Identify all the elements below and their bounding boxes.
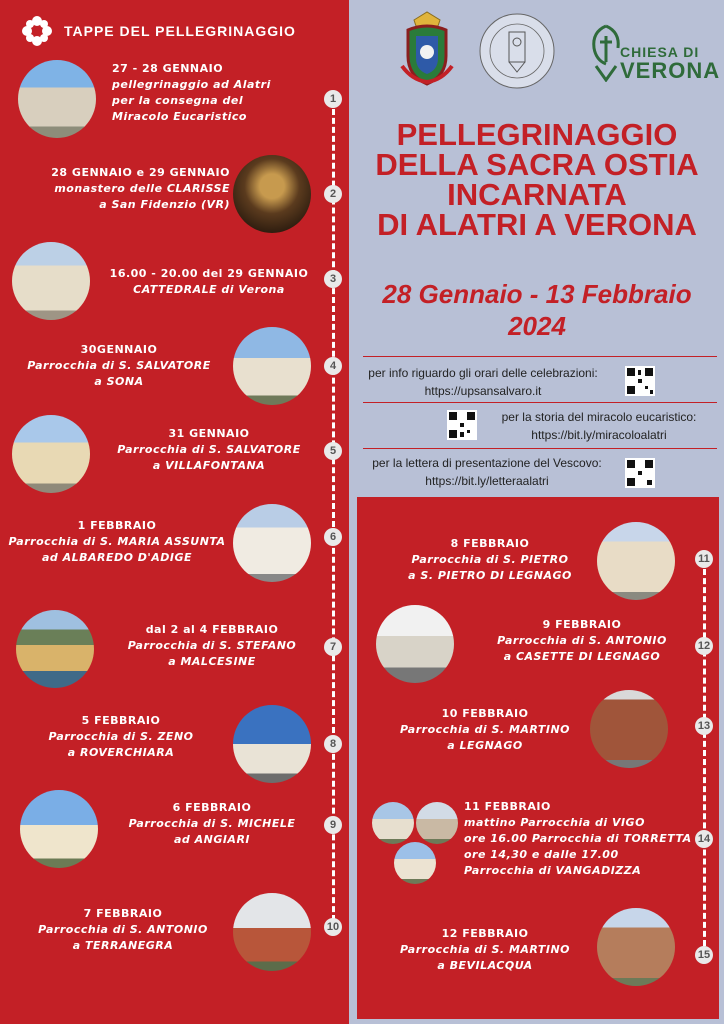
church-photo bbox=[233, 504, 311, 582]
church-photo bbox=[416, 802, 458, 844]
stop-place: Parrocchia di S. PIETRO bbox=[411, 553, 569, 566]
stop-place: a San Fidenzio (VR) bbox=[99, 198, 230, 211]
flower-icon bbox=[20, 14, 54, 48]
stop-place: a LEGNAGO bbox=[447, 739, 523, 752]
stop-place: Parrocchia di VANGADIZZA bbox=[464, 864, 642, 877]
church-photo bbox=[597, 908, 675, 986]
stop-place: a BEVILACQUA bbox=[437, 959, 533, 972]
church-photo bbox=[12, 415, 90, 493]
stop-date: 8 FEBBRAIO bbox=[450, 537, 530, 550]
church-photo bbox=[18, 60, 96, 138]
page-title bbox=[356, 117, 718, 242]
stop-number: 11 bbox=[695, 550, 713, 568]
church-photo bbox=[233, 893, 311, 971]
stop-number: 9 bbox=[324, 816, 342, 834]
stop-place: a SONA bbox=[94, 375, 144, 388]
stop-number: 13 bbox=[695, 717, 713, 735]
stop-date: 6 FEBBRAIO bbox=[172, 801, 252, 814]
church-photo bbox=[394, 842, 436, 884]
title-line-2: DELLA SACRA OSTIA bbox=[375, 147, 699, 182]
stop-place: a MALCESINE bbox=[168, 655, 256, 668]
divider bbox=[363, 402, 717, 403]
stop-date: 31 GENNAIO bbox=[168, 427, 250, 440]
stop-place: Parrocchia di S. MARTINO bbox=[399, 723, 571, 736]
stop-place: per la consegna del bbox=[112, 94, 244, 107]
stop-place: a ROVERCHIARA bbox=[67, 746, 175, 759]
stop-place: monastero delle CLARISSE bbox=[54, 182, 230, 195]
stop-11 bbox=[390, 536, 590, 584]
stop-number: 3 bbox=[324, 270, 342, 288]
stop-date: 9 FEBBRAIO bbox=[542, 618, 622, 631]
stop-place: Parrocchia di S. ANTONIO bbox=[38, 923, 208, 936]
stop-place: Parrocchia di S. ZENO bbox=[48, 730, 194, 743]
stop-place: a CASETTE DI LEGNAGO bbox=[503, 650, 661, 663]
stop-8 bbox=[10, 713, 232, 761]
stop-number: 1 bbox=[324, 90, 342, 108]
seal-logo bbox=[478, 12, 556, 90]
stop-date: 11 FEBBRAIO bbox=[464, 800, 551, 813]
section-header bbox=[20, 14, 296, 48]
stop-place: Parrocchia di S. MARIA ASSUNTA bbox=[8, 535, 226, 548]
stop-10 bbox=[12, 906, 234, 954]
info-block-1 bbox=[358, 364, 608, 400]
qr-code-icon[interactable] bbox=[447, 410, 477, 440]
stop-place: ore 16.00 Parrocchia di TORRETTA bbox=[464, 832, 692, 845]
stop-date: dal 2 al 4 FEBBRAIO bbox=[145, 623, 279, 636]
church-photo bbox=[372, 802, 414, 844]
stop-place: ad ALBAREDO D'ADIGE bbox=[41, 551, 193, 564]
date-range-text: 28 Gennaio - 13 Febbraio bbox=[382, 279, 692, 309]
stop-date: 12 FEBBRAIO bbox=[441, 927, 529, 940]
stop-place: pellegrinaggio ad Alatri bbox=[112, 78, 271, 91]
chiesa-di-label: CHIESA DI bbox=[620, 44, 700, 60]
stop-13 bbox=[380, 706, 590, 754]
church-photo bbox=[597, 522, 675, 600]
stop-number: 7 bbox=[324, 638, 342, 656]
info-3-url[interactable]: https://bit.ly/letteraalatri bbox=[425, 474, 549, 488]
stop-place: Parrocchia di S. SALVATORE bbox=[117, 443, 301, 456]
stop-number: 2 bbox=[324, 185, 342, 203]
stop-place: Parrocchia di S. SALVATORE bbox=[27, 359, 211, 372]
stop-number: 12 bbox=[695, 637, 713, 655]
stop-place: ore 14,30 e dalle 17.00 bbox=[464, 848, 619, 861]
stop-2 bbox=[10, 165, 230, 213]
lake-town-photo bbox=[16, 610, 94, 688]
stop-number: 4 bbox=[324, 357, 342, 375]
chiesa-di-verona-text bbox=[620, 44, 720, 84]
info-3-text: per la lettera di presentazione del Vescovo: bbox=[372, 456, 602, 470]
church-photo bbox=[233, 327, 311, 405]
stop-place: Parrocchia di S. STEFANO bbox=[127, 639, 297, 652]
stop-date: 7 FEBBRAIO bbox=[83, 907, 163, 920]
coat-of-arms-logo bbox=[396, 10, 458, 90]
section-header-label: TAPPE DEL PELLEGRINAGGIO bbox=[64, 23, 296, 39]
stop-place: mattino Parrocchia di VIGO bbox=[464, 816, 645, 829]
stop-date: 5 FEBBRAIO bbox=[81, 714, 161, 727]
stop-15 bbox=[380, 926, 590, 974]
stop-1 bbox=[112, 61, 322, 125]
info-block-3 bbox=[358, 454, 616, 490]
stop-5 bbox=[98, 426, 320, 474]
stop-date: 16.00 - 20.00 del 29 GENNAIO bbox=[109, 267, 309, 280]
timeline-left bbox=[332, 100, 335, 930]
divider bbox=[363, 448, 717, 449]
stop-14 bbox=[464, 799, 696, 879]
stop-7 bbox=[104, 622, 320, 670]
date-year: 2024 bbox=[508, 311, 566, 341]
info-2-text: per la storia del miracolo eucaristico: bbox=[501, 410, 697, 424]
stop-number: 14 bbox=[695, 830, 713, 848]
stop-date: 30GENNAIO bbox=[80, 343, 158, 356]
stop-number: 6 bbox=[324, 528, 342, 546]
stop-date: 28 GENNAIO e 29 GENNAIO bbox=[51, 166, 230, 179]
stop-12 bbox=[466, 617, 698, 665]
date-range bbox=[356, 278, 718, 342]
stop-place: a VILLAFONTANA bbox=[152, 459, 266, 472]
timeline-right bbox=[703, 560, 706, 955]
stop-date: 1 FEBBRAIO bbox=[77, 519, 157, 532]
info-1-text: per info riguardo gli orari delle celebrazioni: bbox=[368, 366, 598, 380]
stop-number: 5 bbox=[324, 442, 342, 460]
stop-place: a TERRANEGRA bbox=[72, 939, 174, 952]
info-2-url[interactable]: https://bit.ly/miracoloalatri bbox=[531, 428, 667, 442]
info-1-url[interactable]: https://upsansalvaro.it bbox=[424, 384, 542, 398]
qr-code-icon[interactable] bbox=[625, 366, 655, 396]
stop-place: Parrocchia di S. ANTONIO bbox=[497, 634, 667, 647]
stop-6 bbox=[4, 518, 230, 566]
church-photo bbox=[20, 790, 98, 868]
stop-place: Miracolo Eucaristico bbox=[112, 110, 247, 123]
stop-number: 15 bbox=[695, 946, 713, 964]
stop-place: ad ANGIARI bbox=[173, 833, 251, 846]
building-photo bbox=[376, 605, 454, 683]
church-photo bbox=[233, 705, 311, 783]
stop-3 bbox=[98, 266, 320, 298]
divider bbox=[363, 356, 717, 357]
qr-code-icon[interactable] bbox=[625, 458, 655, 488]
info-block-2 bbox=[486, 408, 712, 444]
verona-label: VERONA bbox=[620, 58, 721, 83]
title-line-3: INCARNATA bbox=[447, 177, 627, 212]
stop-number: 8 bbox=[324, 735, 342, 753]
stop-place: Parrocchia di S. MARTINO bbox=[399, 943, 571, 956]
cathedral-photo bbox=[12, 242, 90, 320]
church-photo bbox=[590, 690, 668, 768]
stop-date: 27 - 28 GENNAIO bbox=[112, 62, 224, 75]
painting-photo bbox=[233, 155, 311, 233]
stop-place: a S. PIETRO DI LEGNAGO bbox=[408, 569, 572, 582]
stop-number: 10 bbox=[324, 918, 342, 936]
chiesa-di-verona-logo bbox=[588, 22, 624, 82]
title-line-1: PELLEGRINAGGIO bbox=[396, 117, 678, 152]
stop-place: CATTEDRALE di Verona bbox=[133, 283, 285, 296]
stop-date: 10 FEBBRAIO bbox=[441, 707, 529, 720]
stop-place: Parrocchia di S. MICHELE bbox=[128, 817, 296, 830]
stop-9 bbox=[104, 800, 320, 848]
title-line-4: DI ALATRI A VERONA bbox=[377, 207, 697, 242]
stop-4 bbox=[8, 342, 230, 390]
